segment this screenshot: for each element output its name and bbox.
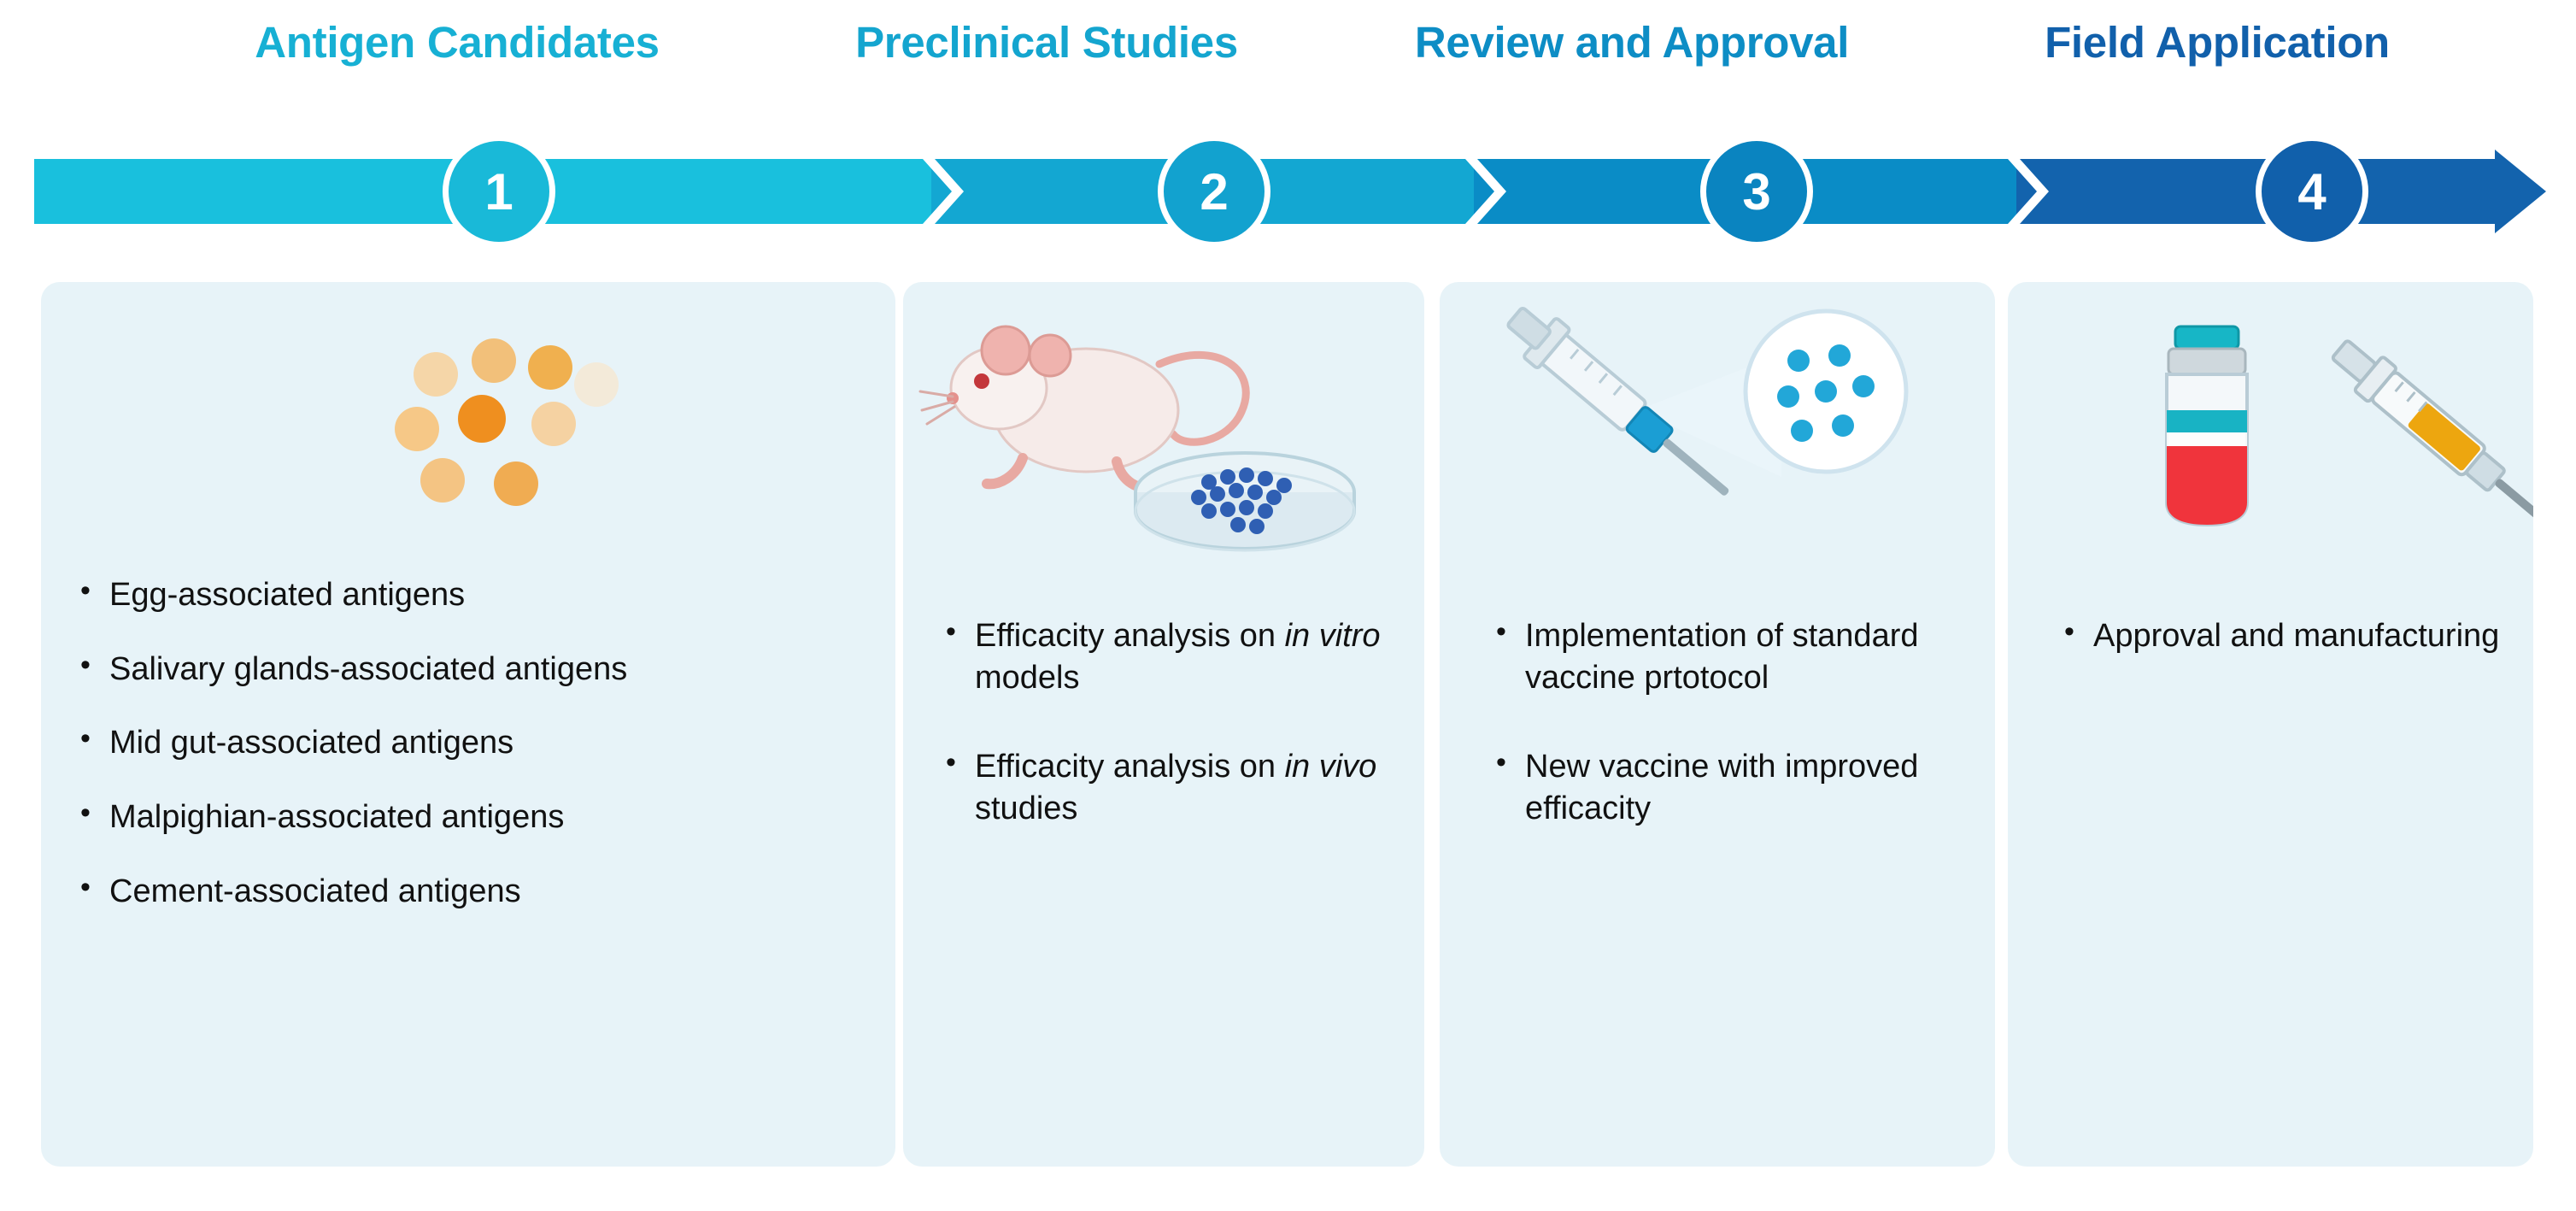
- stage-number-2: 2: [1158, 135, 1270, 248]
- bullet-text-italic: in vivo: [1284, 749, 1377, 785]
- list-item: • Cement-associated antigens: [109, 871, 870, 913]
- list-item: • New vaccine with improved efficacity: [1525, 746, 1969, 829]
- stage-bullets-2: [903, 564, 1424, 830]
- bullet-text-post: studies: [975, 790, 1078, 826]
- list-item: • Mid gut-associated antigens: [109, 722, 870, 764]
- stage-heading-1: Antigen Candidates: [255, 18, 660, 67]
- list-item: • Implementation of standard vaccine prtotocol: [1525, 615, 1969, 698]
- arrow-head-icon: [2495, 150, 2546, 233]
- stage-panel-3: [1440, 282, 1995, 1167]
- stage-bullets-4: [2008, 564, 2533, 657]
- syringe-review-icon: [1440, 282, 1995, 564]
- process-arrow-bar: [34, 159, 2546, 224]
- bullet-text-pre: Efficacity analysis on: [975, 618, 1285, 654]
- list-item: [975, 615, 1404, 698]
- stage-bullets-3: [1440, 564, 1995, 830]
- stage-heading-3: Review and Approval: [1414, 18, 1850, 67]
- stage-panel-2: [903, 282, 1424, 1167]
- mouse-petri-dish-icon: [903, 282, 1424, 564]
- stage-panel-1: [41, 282, 895, 1167]
- stage-heading-4: Field Application: [2045, 18, 2390, 67]
- list-item: • Salivary glands-associated antigens: [109, 649, 870, 691]
- stage-heading-2: Preclinical Studies: [855, 18, 1238, 67]
- stage-headings: [0, 17, 2576, 111]
- vial-syringe-icon: [2008, 282, 2533, 564]
- list-item: • Malpighian-associated antigens: [109, 797, 870, 838]
- stage-bullets-1: [41, 564, 895, 912]
- stage-number-4: 4: [2256, 135, 2368, 248]
- bullet-text-italic: in vitro: [1284, 618, 1381, 654]
- list-item: [975, 746, 1404, 829]
- list-item: • Egg-associated antigens: [109, 574, 870, 616]
- bullet-text-post: models: [975, 659, 1080, 696]
- antigen-beads-icon: [41, 282, 895, 564]
- stage-number-1: 1: [443, 135, 555, 248]
- stage-number-3: 3: [1700, 135, 1813, 248]
- list-item: • Approval and manufacturing: [2093, 615, 2508, 657]
- bullet-text-pre: Efficacity analysis on: [975, 749, 1285, 785]
- stage-panel-4: [2008, 282, 2533, 1167]
